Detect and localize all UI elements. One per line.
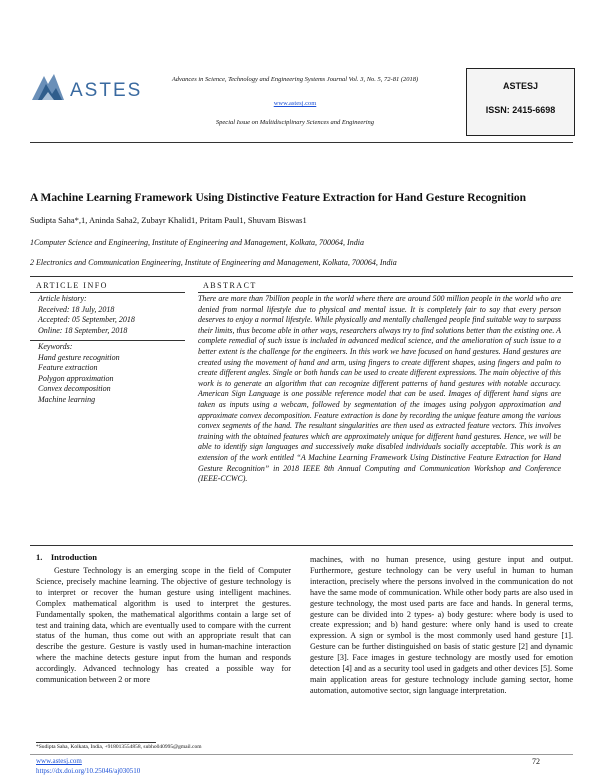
history-label: Article history: — [38, 294, 87, 303]
header-divider — [30, 142, 573, 143]
affiliation-1: 1Computer Science and Engineering, Institute of Engineering and Management, Kolkata, 700064, India — [30, 238, 364, 247]
abstract-heading: ABSTRACT — [203, 281, 257, 290]
corresponding-author-footnote: *Sudipta Saha, Kolkata, India, +918013554858, subho040995@gmail.com — [36, 744, 202, 750]
online-date: Online: 18 September, 2018 — [38, 325, 128, 335]
intro-right-column: machines, with no human presence, using gesture input and output. Furthermore, gesture technology can be very useful in human to human interaction, precisely where the persons involved in the communication do not have the same mode of communication. While other body parts are also used in gesture technology, the most used parts are face and hands. In general terms, gesture can be divided into 2 types- a) body gesture: where body is used to create expression; and b) hand gesture: where only hand is used to create expression. A sign or symbol is the most commonly used hand gesture [1]. Gesture can be further distinguished on basis of static gesture [2] and dynamic gesture [3]. Face images in gesture technology are mostly used for emotion detection [4] and as a security tool used in gadgets and other devices [5]. Some main application areas for gesture technology include gaming sector, home automation, automotive sector, sign language interpretation. — [310, 555, 573, 695]
keyword-item: Polygon approximation — [38, 373, 114, 383]
keyword-item: Feature extraction — [38, 363, 98, 372]
abstract-rule — [198, 292, 573, 293]
abstract-text: There are more than 7billion people in the world where there are around 500 million people in the world who are denied from normal lifestyle due to physical and mental issue. It is completely fair to say that every person deserves to enjoy a normal lifestyle. While physically and mentally challenged people find suitable way to surpass their limits, thus become able in other ways, researchers always try to find solutions better than the existing one. A complete remedial of such issue is included in advanced medical science, and the amelioration of such issue to a better extent is the challenge for the engineers. In this work we have focused on hand gestures. Hand gestures are created using the movement of hand and arm, using fingers to create different shapes, using fingers and palm to create different angles. Single or both hands can be used to create different expressions. The main objective of this work is to generate an algorithm that can recognize different patterns of hand gestures with notable accuracy. American Sign Language is one possible reference model that can be used. Images of different hand signs are taken as inputs using a webcam, followed by segmentation of the images using polygon approximation and approximate convex decomposition. Feature extraction is done by recording the unique feature among the various convex segments of the hand. The resultant singularities are then used as extracted feature vectors. This involves training with the obtained features which are approximately unique for different hand gestures. Hence, we will be able to identify sign languages and successively make disabled individuals socially acceptable. This work is an extension of the work entitled “A Machine Learning Framework Using Distinctive Feature Extraction for Hand Gesture Recognition” in 2018 IEEE 8th Annual Computing and Communication Workshop and Conference (IEEE-CCWC). — [198, 294, 561, 484]
keywords-block — [38, 342, 188, 405]
section-heading-introduction: 1. Introduction — [36, 552, 98, 562]
article-info-heading: ARTICLE INFO — [36, 281, 108, 290]
journal-url-link[interactable]: www.astesj.com — [273, 100, 317, 107]
author-list: Sudipta Saha*,1, Aninda Saha2, Zubayr Khalid1, Pritam Paul1, Shuvam Biswas1 — [30, 215, 307, 225]
issn-number: ISSN: 2415-6698 — [485, 105, 556, 115]
paper-title: A Machine Learning Framework Using Distinctive Feature Extraction for Hand Gesture Recognition — [30, 192, 527, 204]
footnote-rule — [36, 742, 156, 743]
special-issue-label: Special Issue on Multidisciplinary Sciences and Engineering — [215, 119, 375, 126]
page-number: 72 — [532, 757, 540, 766]
article-info-rule — [30, 292, 185, 293]
affiliation-2: 2 Electronics and Communication Engineering, Institute of Engineering and Management, Kolkata, 700064, India — [30, 258, 397, 267]
journal-citation: Advances in Science, Technology and Engineering Systems Journal Vol. 3, No. 5, 72-81 (2018) — [171, 76, 419, 83]
affiliation-divider — [30, 276, 573, 277]
doi-link[interactable]: https://dx.doi.org/10.25046/aj030510 — [36, 767, 141, 775]
footer-divider — [30, 754, 573, 755]
intro-left-column: Gesture Technology is an emerging scope in the field of Computer Science, precisely machine learning. The objective of gesture technology is to interpret or recover the human gesture using intelligent machines. Complex mathematical algorithm is used to interpret the gestures. Fundamentally spoken, the mathematical algorithms contain a large set of test and training data, which are eventually used to compare with the current status of the human, thus come out with an appropriate result that can describe the gesture. Gesture is vastly used in human-machine interaction where the machine detects gesture input from the human and responds accordingly. Advanced technology has created a possible way for communication between 2 or more — [36, 566, 291, 685]
issn-box-title: ASTESJ — [502, 81, 538, 91]
keyword-item: Convex decomposition — [38, 384, 111, 393]
footer-url-link[interactable]: www.astesj.com — [36, 757, 82, 765]
accepted-date: Accepted: 05 September, 2018 — [38, 315, 135, 324]
keywords-rule — [30, 340, 185, 341]
logo-text: ASTES — [70, 80, 143, 101]
article-history — [38, 294, 188, 336]
keyword-item: Machine learning — [38, 394, 96, 404]
astes-logo-icon — [30, 72, 66, 104]
keyword-item: Hand gesture recognition — [38, 352, 120, 362]
keywords-label: Keywords: — [38, 342, 73, 351]
abstract-bottom-rule — [30, 545, 573, 546]
issn-box — [466, 68, 575, 136]
received-date: Received: 18 July, 2018 — [38, 304, 115, 314]
